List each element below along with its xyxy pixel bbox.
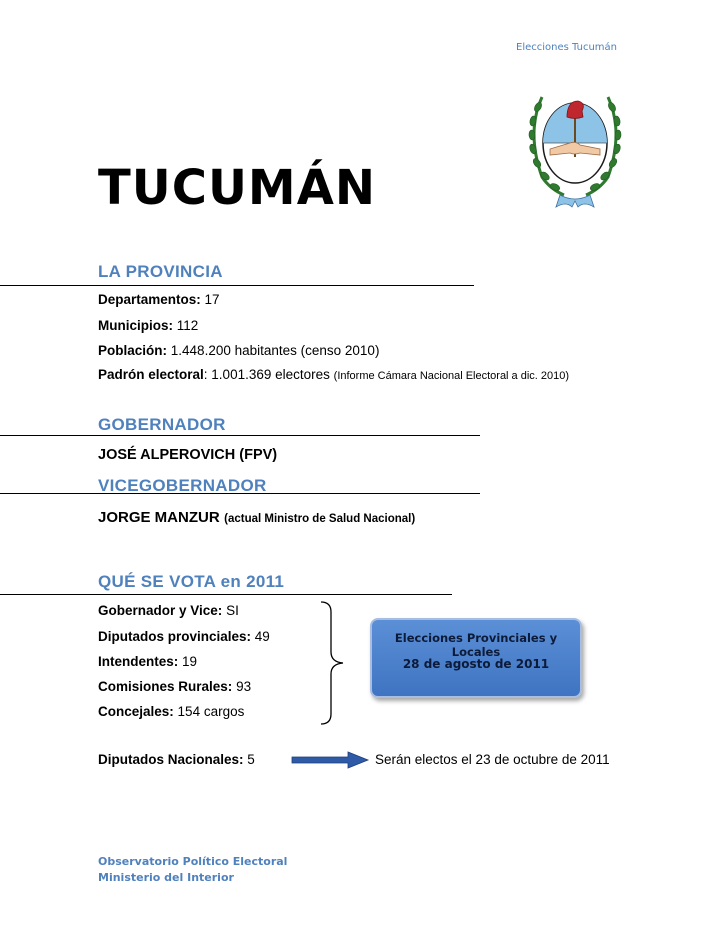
vota-item: Concejales: 154 cargos [98,704,245,719]
section-divider [0,435,480,436]
vota-item: Diputados provinciales: 49 [98,629,270,644]
section-heading-provincia: LA PROVINCIA [98,262,223,281]
arrow-right-icon [290,750,370,770]
diputados-nacionales-line: Diputados Nacionales: 5 [98,752,255,767]
section-heading-vota: QUÉ SE VOTA en 2011 [98,572,285,591]
elecciones-provinciales-box [370,618,582,698]
section-heading-vicegobernador: VICEGOBERNADOR [98,476,267,495]
diputados-nacionales-note: Serán electos el 23 de octubre de 2011 [375,752,610,767]
vicegobernador-line: JORGE MANZUR (actual Ministro de Salud Nacional) [98,509,416,526]
section-heading-gobernador: GOBERNADOR [98,415,226,434]
document-header-label: Elecciones Tucumán [516,42,617,53]
page-title: TUCUMÁN [98,160,377,216]
footer-observatorio: Observatorio Político Electoral [98,855,288,868]
box-title: Elecciones Provinciales y Locales [394,631,558,659]
curly-brace-icon [315,600,345,726]
vota-item: Intendentes: 19 [98,654,198,669]
vota-item: Gobernador y Vice: SI [98,603,239,618]
municipios-line: Municipios: 112 [98,318,199,333]
padron-line: Padrón electoral: 1.001.369 electores (Informe Cámara Nacional Electoral a dic. 2010) [98,367,570,382]
footer-ministerio: Ministerio del Interior [98,871,234,884]
box-date: 28 de agosto de 2011 [402,657,550,671]
gobernador-name: JOSÉ ALPEROVICH (FPV) [98,447,278,463]
section-divider [0,594,452,595]
coat-of-arms-icon [520,77,630,215]
poblacion-line: Población: 1.448.200 habitantes (censo 2010) [98,343,380,358]
vota-item: Comisiones Rurales: 93 [98,679,252,694]
section-divider [0,285,474,286]
departamentos-line: Departamentos: 17 [98,292,220,307]
